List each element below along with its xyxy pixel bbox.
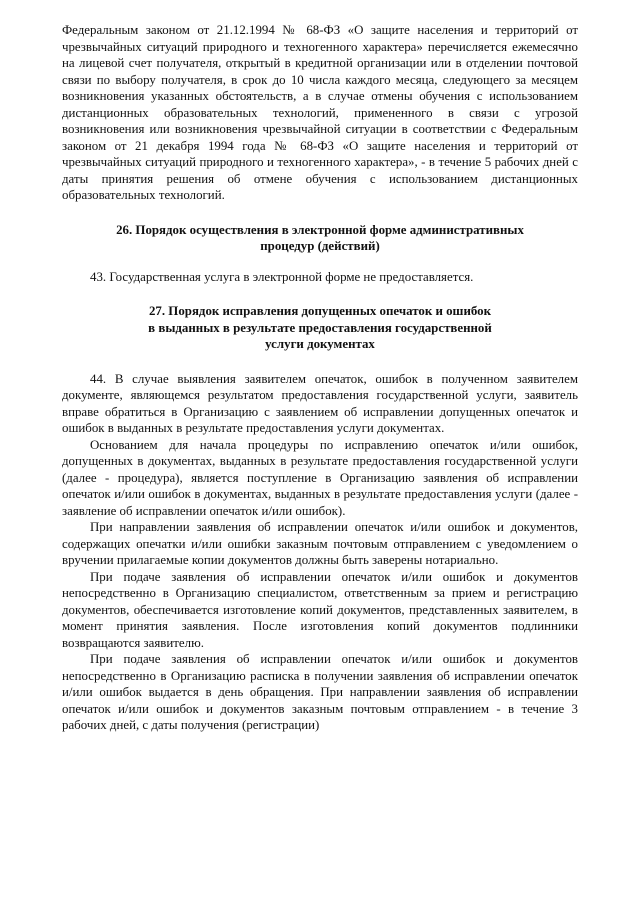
paragraph-direct-submission: При подаче заявления об исправлении опечаток и/или ошибок и документов непосредственно в Организацию специалистом, ответственным за прием и регистрацию документов, обеспечивается изготовление копий документов, представленных заявителем, в момент принятия заявления. После изготовления копий документов подлинники возвращаются заявителю. [62, 569, 578, 650]
spacer [62, 204, 578, 222]
paragraph-procedure-basis: Основанием для начала процедуры по исправлению опечаток и/или ошибок, допущенных в документах, выданных в результате предоставления государственной услуги (далее - процедура), является поступление в Организацию заявления об исправлении опечаток и/или ошибок в документах, выданных в результате предоставления услуги (далее - заявление об исправлении опечаток и/или ошибок). [62, 437, 578, 518]
heading-26-line-1: 26. Порядок осуществления в электронной форме административных [116, 222, 524, 237]
heading-26-line-2: процедур (действий) [260, 239, 380, 253]
paragraph-mail-submission: При направлении заявления об исправлении опечаток и/или ошибок и документов, содержащих опечатки и/или ошибки заказным почтовым отправлением с уведомлением о вручении прилагаемые копии документов должны быть заверены нотариально. [62, 520, 578, 567]
paragraph-43: 43. Государственная услуга в электронной форме не предоставляется. [90, 269, 474, 284]
section-heading-26 [62, 222, 578, 255]
paragraph-intro: Федеральным законом от 21.12.1994 № 68-ФЗ «О защите населения и территорий от чрезвычайных ситуаций природного и техногенного характера» перечисляется ежемесячно на лицевой счет получателя, открытый в кредитной организации или в отделении почтовой связи по выбору получателя, в срок до 10 числа каждого месяца, следующего за месяцем возникновения указанных обстоятельств, а в случае отмены обучения с использованием дистанционных образовательных технологий, примененного в связи с угрозой возникновения или возникновения чрезвычайной ситуации в соответствии с Федеральным законом от 21 декабря 1994 года № 68-ФЗ «О защите населения и территорий от чрезвычайных ситуаций природного и техногенного характера», - в течение 5 рабочих дней с даты принятия решения об отмене обучения с использованием дистанционных образовательных технологий. [62, 23, 578, 202]
paragraph-receipt: При подаче заявления об исправлении опечаток и/или ошибок и документов непосредственно в Организацию расписка в получении заявления об исправлении опечаток и/или ошибок выдается в день обращения. При направлении заявления об исправлении опечаток и/или ошибок и документов заказным почтовым отправлением - в течение 3 рабочих дней, с даты получения (регистрации) [62, 652, 578, 732]
section-heading-27 [62, 303, 578, 353]
spacer [62, 285, 578, 303]
heading-27-line-1: 27. Порядок исправления допущенных опечаток и ошибок [148, 304, 492, 318]
spacer [62, 255, 578, 269]
heading-27-line-3: услуги документах [265, 337, 375, 351]
paragraph-44: 44. В случае выявления заявителем опечаток, ошибок в полученном заявителем документе, являющемся результатом предоставления государственной услуги, заявитель вправе обратиться в Организацию с заявлением об исправлении допущенных опечаток и ошибок в выданных в результате предоставления услуги документах. [62, 371, 578, 435]
spacer [62, 353, 578, 371]
heading-27-line-2: в выданных в результате предоставления государственной [148, 320, 492, 335]
